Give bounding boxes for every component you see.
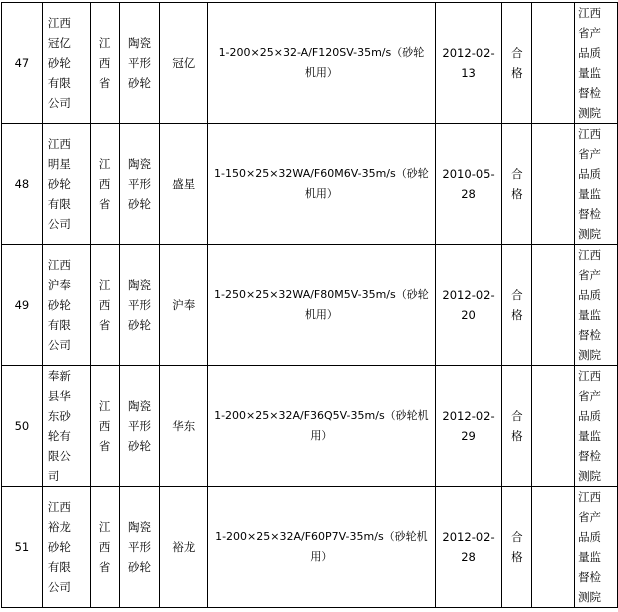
province-cell: [90, 487, 119, 608]
province-cell: [90, 124, 119, 245]
result-cell: [502, 245, 532, 366]
date-cell: [435, 3, 502, 124]
spec-model: 1-200×25×32A/F36Q5V-35m/s（砂轮机 用）: [214, 409, 429, 442]
production-date: 2012-02- 29: [442, 409, 495, 443]
product-name: 陶瓷 平形 砂轮: [127, 520, 151, 574]
production-date: 2010-05- 28: [442, 167, 495, 201]
company-name: 江西 明星 砂轮 有限 公司: [47, 137, 71, 231]
brand: 沪奉: [160, 245, 208, 366]
empty-cell: [532, 366, 575, 487]
inspection-results-table: [1, 2, 618, 608]
empty-cell: [532, 124, 575, 245]
row-number: 50: [2, 366, 43, 487]
date-cell: [435, 124, 502, 245]
spec-cell: [208, 245, 435, 366]
product-cell: [119, 487, 160, 608]
brand: 冠亿: [160, 3, 208, 124]
production-date: 2012-02- 28: [442, 530, 495, 564]
result-cell: [502, 3, 532, 124]
product-cell: [119, 124, 160, 245]
spec-model: 1-150×25×32WA/F60M6V-35m/s（砂轮 机用）: [214, 167, 429, 200]
inspector-cell: [575, 487, 618, 608]
province-cell: [90, 3, 119, 124]
spec-model: 1-200×25×32-A/F120SV-35m/s（砂轮 机用）: [218, 46, 425, 79]
production-date: 2012-02- 13: [442, 46, 495, 80]
spec-cell: [208, 124, 435, 245]
table-row: [2, 3, 618, 124]
spec-model: 1-200×25×32A/F60P7V-35m/s（砂轮机 用）: [215, 530, 428, 563]
province: 江 西 省: [98, 278, 111, 332]
province: 江 西 省: [98, 520, 111, 574]
empty-cell: [532, 3, 575, 124]
result-cell: [502, 366, 532, 487]
product-cell: [119, 3, 160, 124]
company-name: 奉新 县华 东砂 轮有 限公 司: [47, 369, 71, 483]
table-row: [2, 124, 618, 245]
brand: 裕龙: [160, 487, 208, 608]
inspection-agency: 江西 省产 品质 量监 督检 测院: [578, 490, 602, 604]
spec-cell: [208, 3, 435, 124]
test-result: 合 格: [511, 288, 523, 322]
province: 江 西 省: [98, 399, 111, 453]
province: 江 西 省: [98, 36, 111, 90]
empty-cell: [532, 487, 575, 608]
product-name: 陶瓷 平形 砂轮: [127, 36, 151, 90]
company-cell: [42, 366, 90, 487]
inspector-cell: [575, 124, 618, 245]
company-cell: [42, 3, 90, 124]
company-name: 江西 裕龙 砂轮 有限 公司: [47, 500, 71, 594]
inspector-cell: [575, 245, 618, 366]
production-date: 2012-02- 20: [442, 288, 495, 322]
company-name: 江西 冠亿 砂轮 有限 公司: [47, 16, 71, 110]
test-result: 合 格: [511, 167, 523, 201]
product-name: 陶瓷 平形 砂轮: [127, 157, 151, 211]
result-cell: [502, 124, 532, 245]
date-cell: [435, 245, 502, 366]
result-cell: [502, 487, 532, 608]
row-number: 48: [2, 124, 43, 245]
product-name: 陶瓷 平形 砂轮: [127, 399, 151, 453]
brand: 华东: [160, 366, 208, 487]
company-cell: [42, 124, 90, 245]
test-result: 合 格: [511, 409, 523, 443]
inspection-agency: 江西 省产 品质 量监 督检 测院: [578, 127, 602, 241]
inspector-cell: [575, 3, 618, 124]
product-cell: [119, 245, 160, 366]
inspection-agency: 江西 省产 品质 量监 督检 测院: [578, 6, 602, 120]
row-number: 47: [2, 3, 43, 124]
inspection-agency: 江西 省产 品质 量监 督检 测院: [578, 369, 602, 483]
company-name: 江西 沪奉 砂轮 有限 公司: [47, 258, 71, 352]
province-cell: [90, 245, 119, 366]
brand: 盛星: [160, 124, 208, 245]
spec-model: 1-250×25×32WA/F80M5V-35m/s（砂轮 机用）: [214, 288, 429, 321]
date-cell: [435, 366, 502, 487]
date-cell: [435, 487, 502, 608]
row-number: 51: [2, 487, 43, 608]
product-cell: [119, 366, 160, 487]
company-cell: [42, 487, 90, 608]
row-number: 49: [2, 245, 43, 366]
spec-cell: [208, 366, 435, 487]
product-name: 陶瓷 平形 砂轮: [127, 278, 151, 332]
table-row: [2, 366, 618, 487]
inspection-agency: 江西 省产 品质 量监 督检 测院: [578, 248, 602, 362]
table-row: [2, 245, 618, 366]
spec-cell: [208, 487, 435, 608]
province-cell: [90, 366, 119, 487]
empty-cell: [532, 245, 575, 366]
test-result: 合 格: [511, 46, 523, 80]
company-cell: [42, 245, 90, 366]
test-result: 合 格: [511, 530, 523, 564]
table-row: [2, 487, 618, 608]
inspector-cell: [575, 366, 618, 487]
province: 江 西 省: [98, 157, 111, 211]
